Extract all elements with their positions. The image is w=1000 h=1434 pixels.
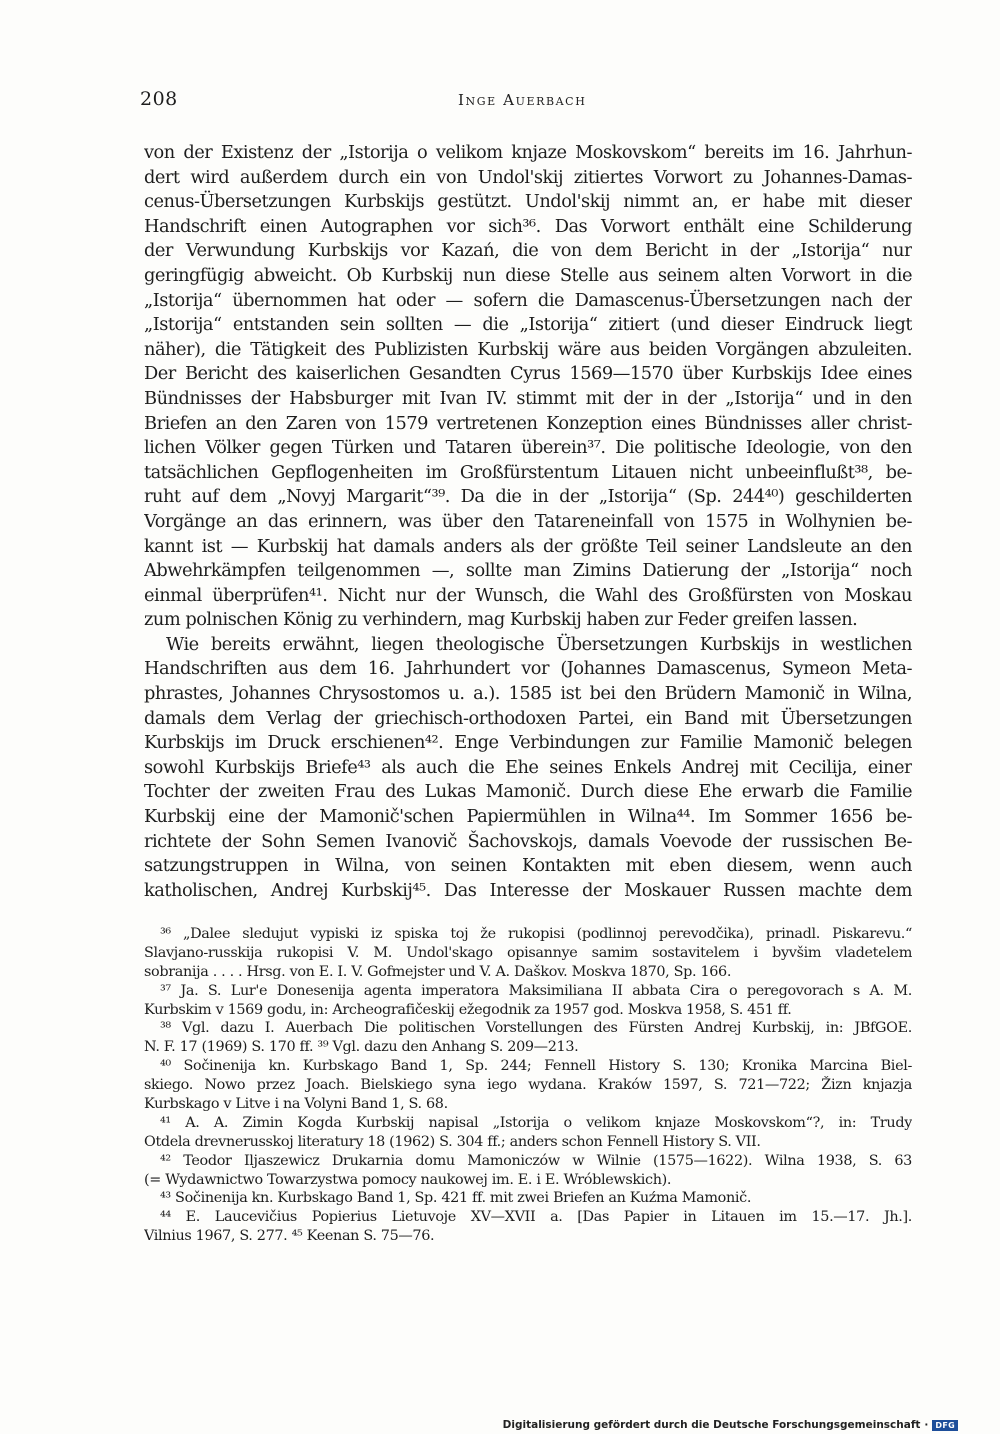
body-line: geringfügig abweicht. Ob Kurbskij nun diese Stelle aus seinem alten Vorwort in die	[144, 264, 912, 286]
body-line: Kurbskij eine der Mamonič'schen Papiermühlen in Wilna⁴⁴. Im Sommer 1656 be-	[144, 806, 912, 828]
body-line: Vorgänge an das erinnern, was über den Tatareneinfall von 1575 in Wolhynien be-	[144, 510, 912, 532]
body-line: Bündnisses der Habsburger mit Ivan IV. stimmt mit der in der „Istorija“ und in den	[144, 387, 912, 409]
footnote-line: ³⁷ Ja. S. Lur'e Donesenija agenta imperatora Maksimiliana II abbata Cira o peregovorach s A. M.	[160, 982, 912, 999]
footnote-line: ⁴³ Sočinenija kn. Kurbskago Band 1, Sp. 421 ff. mit zwei Briefen an Kuźma Mamonič.	[160, 1190, 752, 1207]
body-line: cenus-Übersetzungen Kurbskijs gestützt. Undol'skij nimmt an, er habe mit dieser	[144, 191, 912, 213]
body-line: zum polnischen König zu verhindern, mag Kurbskij haben zur Feder greifen lassen.	[144, 609, 858, 631]
body-line: Tochter der zweiten Frau des Lukas Mamonič. Durch diese Ehe erwarb die Familie	[144, 781, 912, 803]
footnote-line: Vilnius 1967, S. 277. ⁴⁵ Keenan S. 75—76.	[144, 1228, 435, 1245]
footnote-line: Slavjano-russkija rukopisi V. M. Undol'skago opisannye samim sostavitelem i byvšim vladetelem	[144, 944, 912, 961]
body-line: lichen Völker gegen Türken und Tataren überein³⁷. Die politische Ideologie, von den	[144, 437, 912, 459]
footnote-line: ³⁶ „Dalee sledujut vypiski iz spiska toj že rukopisi (podlinnoj perevodčika), prinadl. Piskarevu.“	[160, 926, 912, 942]
body-line: satzungstruppen in Wilna, von seinen Kontakten mit eben diesem, wenn auch	[144, 855, 912, 877]
body-line: damals dem Verlag der griechisch-orthodoxen Partei, ein Band mit Übersetzungen	[144, 707, 912, 729]
body-line: ruht auf dem „Novyj Margarit“³⁹. Da die in der „Istorija“ (Sp. 244⁴⁰) geschilderten	[144, 486, 912, 508]
footnote-line: ⁴¹ A. A. Zimin Kogda Kurbskij napisal „Istorija o velikom knjaze Moskovskom“?, in: Trudy	[160, 1114, 912, 1131]
footnote-line: sobranija . . . . Hrsg. von E. I. V. Gofmejster und V. A. Daškov. Moskva 1870, Sp. 166.	[144, 963, 732, 980]
footnote-line: skiego. Nowo przez Joach. Bielskiego syna iego wydana. Kraków 1597, S. 721—722; Žizn knjazja	[144, 1077, 912, 1094]
running-head: Inge Auerbach	[458, 91, 587, 109]
body-text	[144, 141, 912, 903]
footnote-line: (= Wydawnictwo Towarzystwa pomocy naukowej im. E. i E. Wróblewskich).	[144, 1171, 672, 1188]
body-line: sowohl Kurbskijs Briefe⁴³ als auch die Ehe seines Enkels Andrej mit Cecilija, einer	[144, 756, 912, 778]
footnotes	[144, 925, 912, 1246]
footnote-line: Kurbskago v Litve i na Volyni Band 1, S. 68.	[144, 1096, 448, 1113]
body-line: „Istorija“ übernommen hat oder — sofern die Damascenus-Übersetzungen nach der	[144, 289, 912, 311]
body-line: dert wird außerdem durch ein von Undol'skij zitiertes Vorwort zu Johannes-Damas-	[144, 166, 912, 188]
body-line: richtete der Sohn Semen Ivanovič Šachovskojs, damals Voevode der russischen Be-	[144, 830, 912, 852]
body-line: Handschrift einen Autographen vor sich³⁶. Das Vorwort enthält eine Schilderung	[144, 215, 912, 237]
dfg-logo-icon: DFG	[932, 1420, 958, 1431]
body-line: katholischen, Andrej Kurbskij⁴⁵. Das Interesse der Moskauer Russen machte dem	[144, 879, 912, 901]
body-line: der Verwundung Kurbskijs vor Kazań, die von dem Bericht in der „Istorija“ nur	[144, 240, 912, 262]
digitization-credit: Digitalisierung gefördert durch die Deutsche Forschungsgemeinschaft · DFG	[503, 1419, 958, 1431]
page-number: 208	[140, 88, 178, 110]
body-line: Wie bereits erwähnt, liegen theologische Übersetzungen Kurbskijs in westlichen	[166, 633, 912, 655]
footnote-line: N. F. 17 (1969) S. 170 ff. ³⁹ Vgl. dazu den Anhang S. 209—213.	[144, 1039, 579, 1056]
body-line: phrastes, Johannes Chrysostomos u. a.). 1585 ist bei den Brüdern Mamonič in Wilna,	[144, 683, 912, 705]
body-line: Briefen an den Zaren von 1579 vertretenen Konzeption eines Bündnisses aller christ-	[144, 412, 912, 434]
footnote-line: ³⁸ Vgl. dazu I. Auerbach Die politischen Vorstellungen des Fürsten Andrej Kurbskij, in: JBfGOE.	[160, 1020, 912, 1037]
body-line: Handschriften aus dem 16. Jahrhundert vor (Johannes Damascenus, Symeon Meta-	[144, 658, 912, 680]
body-line: Kurbskijs im Druck erschienen⁴². Enge Verbindungen zur Familie Mamonič belegen	[144, 732, 912, 754]
body-line: „Istorija“ entstanden sein sollten — die „Istorija“ zitiert (und dieser Eindruck liegt	[144, 314, 912, 336]
body-line: kannt ist — Kurbskij hat damals anders als der größte Teil seiner Landsleute an den	[144, 535, 912, 557]
body-line: näher), die Tätigkeit des Publizisten Kurbskij wäre aus beiden Vorgängen abzuleiten.	[144, 338, 912, 360]
footnote-line: Otdela drevnerusskoj literatury 18 (1962) S. 304 ff.; anders schon Fennell History S. VII.	[144, 1133, 761, 1150]
body-line: Abwehrkämpfen teilgenommen —, sollte man Zimins Datierung der „Istorija“ noch	[144, 560, 912, 582]
footnote-line: ⁴² Teodor Iljaszewicz Drukarnia domu Mamoniczów w Wilnie (1575—1622). Wilna 1938, S. 63	[160, 1152, 912, 1169]
footnote-line: ⁴⁴ E. Laucevičius Popierius Lietuvoje XV—XVII a. [Das Papier in Litauen im 15.—17. Jh.].	[160, 1209, 912, 1226]
footnote-line: Kurbskim v 1569 godu, in: Archeografičeskij ežegodnik za 1957 god. Moskva 1958, S. 451 ff.	[144, 1001, 792, 1018]
body-line: tatsächlichen Gepflogenheiten im Großfürstentum Litauen nicht unbeeinflußt³⁸, be-	[144, 461, 912, 483]
body-line: einmal überprüfen⁴¹. Nicht nur der Wunsch, die Wahl des Großfürsten von Moskau	[144, 584, 912, 606]
footnote-line: ⁴⁰ Sočinenija kn. Kurbskago Band 1, Sp. 244; Fennell History S. 130; Kronika Marcina Biel-	[160, 1058, 912, 1075]
credit-text: Digitalisierung gefördert durch die Deutsche Forschungsgemeinschaft	[502, 1419, 921, 1431]
body-line: von der Existenz der „Istorija o velikom knjaze Moskovskom“ bereits im 16. Jahrhun-	[144, 142, 912, 163]
body-line: Der Bericht des kaiserlichen Gesandten Cyrus 1569—1570 über Kurbskijs Idee eines	[144, 363, 912, 385]
